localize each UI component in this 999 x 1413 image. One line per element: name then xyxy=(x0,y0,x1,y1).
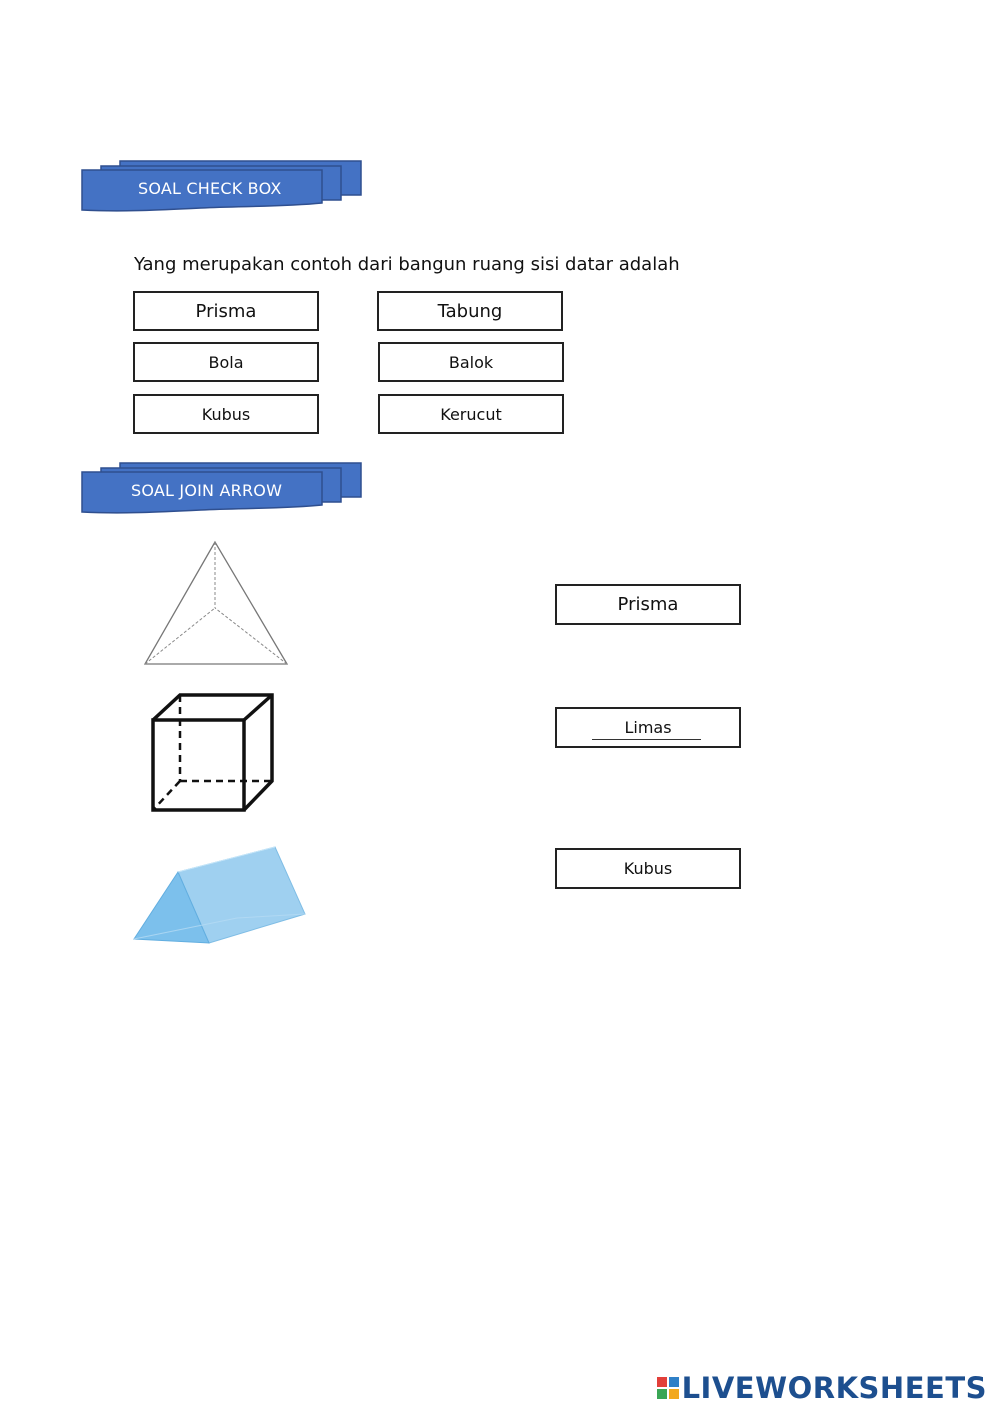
option-tabung[interactable]: Tabung xyxy=(377,291,563,331)
option-kubus[interactable]: Kubus xyxy=(133,394,319,434)
cube-icon xyxy=(146,690,278,823)
question-text: Yang merupakan contoh dari bangun ruang sisi datar adalah xyxy=(134,254,680,275)
section-banner-checkbox xyxy=(81,159,371,215)
section-banner-join-arrow xyxy=(81,461,371,517)
option-prisma[interactable]: Prisma xyxy=(133,291,319,331)
section-title: SOAL JOIN ARROW xyxy=(131,481,283,500)
option-balok[interactable]: Balok xyxy=(378,342,564,382)
answer-label: Limas xyxy=(624,718,672,737)
option-kerucut[interactable]: Kerucut xyxy=(378,394,564,434)
brand-name: LIVEWORKSHEETS xyxy=(681,1371,987,1405)
logo-mark-icon xyxy=(656,1376,680,1400)
option-bola[interactable]: Bola xyxy=(133,342,319,382)
liveworksheets-logo xyxy=(656,1371,987,1405)
triangular-prism-icon xyxy=(131,842,309,955)
answer-kubus[interactable]: Kubus xyxy=(555,848,741,889)
underline xyxy=(592,739,701,740)
answer-limas[interactable] xyxy=(555,707,741,748)
pyramid-icon xyxy=(140,538,292,675)
answer-prisma[interactable]: Prisma xyxy=(555,584,741,625)
section-title: SOAL CHECK BOX xyxy=(138,179,282,198)
